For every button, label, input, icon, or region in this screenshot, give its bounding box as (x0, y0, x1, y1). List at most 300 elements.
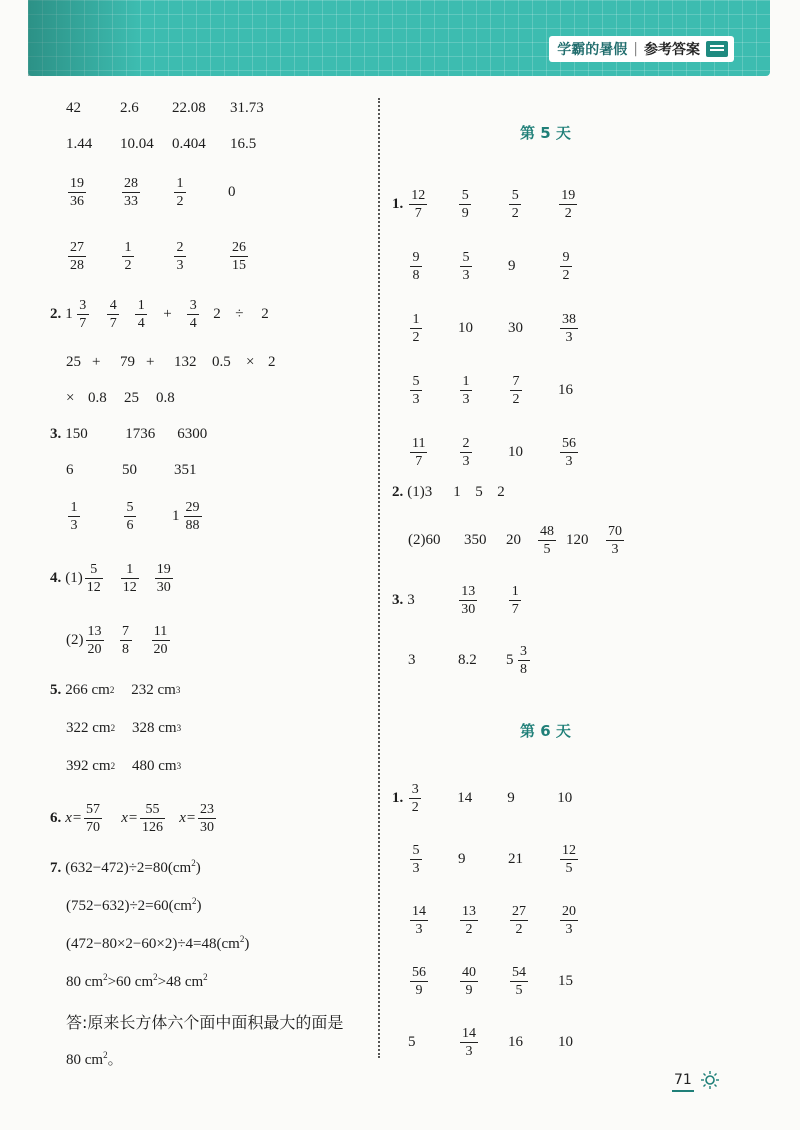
numerator: 19 (561, 187, 576, 203)
cell (507, 187, 557, 222)
cell (118, 623, 150, 658)
comparison: 80 cm (66, 974, 104, 990)
denominator: 30 (200, 819, 215, 835)
fraction (509, 187, 521, 222)
fraction (410, 842, 422, 877)
numerator: 29 (185, 499, 200, 515)
q4-row-2 (66, 614, 180, 666)
answer-value: 2 (497, 483, 505, 500)
cell (228, 239, 288, 274)
cell (408, 842, 458, 877)
answer-value: 351 (174, 461, 197, 478)
answer-value: 20 (506, 531, 521, 548)
numerator: 12 (562, 842, 576, 858)
part-label: (2) (66, 631, 84, 648)
q3-row-2 (66, 444, 224, 496)
cell (458, 851, 508, 868)
numerator: 1 (124, 239, 132, 255)
cell (172, 175, 228, 210)
numerator: 2 (462, 435, 470, 451)
cell (185, 297, 213, 332)
whole: 1 (65, 305, 73, 322)
denominator: 12 (122, 579, 137, 595)
q7-answer-line-1: 答:原来长方体六个面中面积最大的面是 (66, 1013, 344, 1032)
question-number: 2. (50, 305, 62, 322)
exponent: 3 (176, 761, 182, 771)
numerator: 1 (126, 561, 134, 577)
day5-q2-row-1 (392, 466, 517, 518)
denominator: 4 (137, 315, 145, 331)
fraction (121, 561, 139, 596)
denominator: 8 (520, 661, 527, 677)
denominator: 12 (86, 579, 101, 595)
fraction (460, 249, 472, 284)
denominator: 28 (70, 257, 84, 273)
fraction (606, 523, 624, 558)
cell (120, 100, 172, 117)
cell (174, 354, 212, 371)
fraction (460, 373, 472, 408)
fraction (560, 311, 578, 346)
cell (261, 306, 281, 323)
whole: 1 (172, 507, 180, 524)
fraction (152, 623, 170, 658)
variable: x= (179, 809, 197, 826)
part-label: (2)60 (408, 531, 441, 548)
fraction (410, 373, 422, 408)
paren: ) (195, 860, 201, 876)
header-separator: | (633, 41, 638, 57)
fraction (510, 964, 528, 999)
cell (506, 643, 546, 678)
denominator: 2 (465, 921, 473, 937)
cell (150, 623, 180, 658)
fraction (184, 499, 202, 534)
cell (457, 790, 507, 807)
answer-value: 6 (66, 461, 74, 478)
exponent: 2 (103, 1050, 108, 1060)
day5-q1-row (408, 302, 608, 354)
denominator: 8 (412, 267, 420, 283)
cell (177, 426, 227, 443)
denominator: 2 (564, 205, 572, 221)
exponent: 2 (153, 972, 158, 982)
cell (66, 462, 122, 479)
cell (246, 354, 268, 371)
fraction (68, 499, 80, 534)
denominator: 2 (411, 799, 419, 815)
exponent: 2 (239, 934, 245, 944)
numerator: 27 (70, 239, 84, 255)
unit-value (131, 682, 201, 699)
equation (179, 801, 235, 836)
answer-value: 16 (558, 381, 573, 398)
cell (66, 100, 120, 117)
cell (407, 187, 457, 222)
cell (156, 390, 186, 407)
answer-value: 2 (261, 305, 269, 322)
fraction (560, 435, 578, 470)
cell (120, 239, 172, 274)
cell (146, 354, 174, 371)
answer-value: ÷ (235, 305, 244, 322)
cell (122, 499, 172, 534)
q3-row-3 (66, 490, 222, 542)
denominator: 20 (87, 641, 102, 657)
cell (212, 354, 246, 371)
denominator: 2 (176, 193, 184, 209)
cell (508, 258, 558, 275)
value: 322 cm (66, 719, 111, 736)
cell (458, 903, 508, 938)
fraction (460, 964, 478, 999)
cell (122, 462, 174, 479)
answer-value: 2 (268, 353, 276, 370)
unit-value (65, 682, 131, 699)
answer-value: 5 (408, 1033, 416, 1050)
equation: (472−80×2−60×2)÷4=48(cm (66, 936, 240, 952)
denominator: 2 (511, 205, 519, 221)
denominator: 9 (415, 982, 423, 998)
fraction (135, 297, 147, 332)
fraction (460, 903, 478, 938)
numerator: 5 (462, 249, 470, 265)
q7-answer-line-2 (66, 1048, 123, 1069)
unit-value (132, 758, 202, 775)
fraction (460, 1025, 478, 1060)
denominator: 36 (70, 193, 84, 209)
answer-value: 132 (174, 353, 197, 370)
answer-value: 31.73 (230, 99, 264, 116)
denominator: 126 (142, 819, 164, 835)
numerator: 7 (122, 623, 129, 639)
cell (153, 561, 183, 596)
page-header-band (28, 0, 770, 76)
fraction (107, 297, 119, 332)
numerator: 38 (562, 311, 576, 327)
cell (84, 623, 118, 658)
numerator: 11 (412, 435, 426, 451)
numerator: 3 (189, 297, 197, 313)
fraction (122, 239, 134, 274)
q7-line-2 (66, 896, 201, 915)
cell (408, 373, 458, 408)
numerator: 19 (156, 561, 171, 577)
cell (507, 583, 547, 618)
fraction (518, 643, 530, 678)
part-label: (1)3 (407, 483, 433, 500)
numerator: 7 (512, 373, 520, 389)
cell (230, 136, 290, 153)
answer-value: 1736 (125, 425, 156, 442)
day6-q1-row (392, 772, 607, 824)
answer-value: 2.6 (120, 99, 139, 116)
question-number: 3. (392, 591, 404, 608)
denominator: 3 (462, 267, 470, 283)
denominator: 5 (515, 982, 523, 998)
question-number: 1. (392, 195, 404, 212)
cell (458, 1025, 508, 1060)
numerator: 5 (412, 842, 420, 858)
book-icon (706, 41, 728, 57)
header-tag (549, 36, 734, 62)
numerator: 13 (461, 583, 476, 599)
numerator: 5 (461, 187, 469, 203)
fraction (459, 187, 471, 222)
denominator: 30 (461, 601, 476, 617)
cell (172, 239, 228, 274)
denominator: 3 (565, 453, 573, 469)
cell (105, 297, 133, 332)
cell (163, 306, 185, 323)
day5-q1-row (408, 364, 608, 416)
cell (458, 435, 508, 470)
denominator: 20 (153, 641, 168, 657)
numerator: 27 (512, 903, 526, 919)
equation (65, 801, 121, 836)
fraction (84, 801, 102, 836)
unit-value (66, 758, 132, 775)
answer-value: 0 (228, 183, 236, 200)
denominator: 88 (185, 517, 200, 533)
denominator: 3 (415, 921, 423, 937)
answer-value: 3 (407, 591, 415, 608)
denominator: 9 (461, 205, 469, 221)
cell (558, 382, 608, 399)
cell (508, 320, 558, 337)
mixed-number (65, 297, 91, 332)
fraction (198, 801, 216, 836)
denominator: 9 (465, 982, 473, 998)
header-title: 学霸的暑假 (557, 42, 628, 58)
answer-row (66, 166, 288, 218)
answer-value: 79 (120, 353, 135, 370)
denominator: 2 (562, 267, 570, 283)
day-6-title: 第 6 天 (520, 722, 571, 740)
cell (230, 100, 290, 117)
denominator: 70 (86, 819, 101, 835)
answer-value: 1 (453, 483, 461, 500)
denominator: 3 (465, 1043, 473, 1059)
cell (536, 523, 566, 558)
denominator: 3 (176, 257, 184, 273)
column-divider (378, 98, 380, 1058)
answer-value: 10 (558, 1033, 573, 1050)
cell (174, 462, 224, 479)
value: 480 cm (132, 757, 177, 774)
cell (458, 249, 508, 284)
cell (213, 306, 235, 323)
fraction (410, 903, 428, 938)
numerator: 3 (411, 781, 419, 797)
numerator: 26 (232, 239, 246, 255)
exponent: 2 (110, 761, 116, 771)
answer-row (66, 230, 288, 282)
answer-value: 0.8 (156, 389, 175, 406)
cell (458, 373, 508, 408)
answer-value: 3 (408, 651, 416, 668)
cell (508, 444, 558, 461)
numerator: 23 (200, 801, 215, 817)
numerator: 56 (562, 435, 576, 451)
answer-value: × (246, 353, 255, 370)
cell (558, 973, 608, 990)
answer-value: 150 (65, 425, 88, 442)
numerator: 3 (79, 297, 87, 313)
variable: x= (121, 809, 139, 826)
fraction (68, 175, 86, 210)
cell (508, 964, 558, 999)
answer-value: 350 (464, 531, 487, 548)
denominator: 3 (611, 541, 619, 557)
fraction (509, 583, 521, 618)
numerator: 1 (137, 297, 145, 313)
numerator: 55 (145, 801, 160, 817)
fraction (230, 239, 248, 274)
value: 266 cm (65, 681, 110, 698)
cell (506, 532, 536, 549)
cell (235, 306, 261, 323)
question-number: 4. (50, 569, 62, 586)
fraction (410, 311, 422, 346)
denominator: 30 (156, 579, 171, 595)
answer-value: 16 (508, 1033, 523, 1050)
fraction (120, 623, 132, 658)
unit-value (132, 720, 202, 737)
cell (475, 484, 497, 501)
fraction (510, 903, 528, 938)
numerator: 3 (520, 643, 527, 659)
cell (407, 592, 457, 609)
part-label: (1) (65, 569, 83, 586)
cell (558, 311, 608, 346)
cell (508, 903, 558, 938)
day-5-title: 第 5 天 (520, 124, 571, 142)
value: 80 cm (66, 1052, 104, 1068)
q7-line-1 (50, 858, 201, 877)
answer-value: 8.2 (458, 651, 477, 668)
equation: (632−472)÷2=80(cm (65, 860, 192, 876)
q2-row-1 (50, 288, 281, 340)
fraction (187, 297, 199, 332)
exponent: 2 (191, 896, 197, 906)
cell (558, 1034, 608, 1051)
answer-value: 10 (458, 319, 473, 336)
cell (66, 390, 88, 407)
fraction (85, 561, 103, 596)
fraction (410, 435, 427, 470)
numerator: 1 (70, 499, 78, 515)
cell (558, 435, 608, 470)
numerator: 2 (176, 239, 184, 255)
question-number: 1. (392, 789, 404, 806)
numerator: 4 (109, 297, 117, 313)
numerator: 20 (562, 903, 576, 919)
cell (120, 175, 172, 210)
cell (120, 136, 172, 153)
denominator: 5 (565, 860, 573, 876)
exponent: 2 (191, 858, 196, 868)
header-shade (28, 0, 138, 76)
numerator: 9 (412, 249, 420, 265)
fraction (409, 187, 427, 222)
answer-value: 9 (507, 789, 515, 806)
mixed-number (506, 643, 532, 678)
answer-value: 22.08 (172, 99, 206, 116)
cell (124, 390, 156, 407)
numerator: 13 (462, 903, 476, 919)
numerator: 5 (90, 561, 98, 577)
cell (172, 136, 230, 153)
value: 328 cm (132, 719, 177, 736)
numerator: 19 (70, 175, 84, 191)
cell (66, 499, 122, 534)
cell (457, 583, 507, 618)
cell (119, 561, 153, 596)
cell (407, 781, 457, 816)
answer-value: 0.8 (88, 389, 107, 406)
denominator: 3 (462, 453, 470, 469)
cell (125, 426, 177, 443)
fraction (538, 523, 556, 558)
fraction (174, 175, 186, 210)
q7-line-4 (66, 972, 208, 991)
answer-value: 6300 (177, 425, 208, 442)
cell (66, 239, 120, 274)
fraction (86, 623, 104, 658)
paren: ) (196, 898, 202, 914)
cell (268, 354, 288, 371)
numerator: 11 (153, 623, 168, 639)
numerator: 57 (86, 801, 101, 817)
fraction (140, 801, 165, 836)
fraction (459, 583, 477, 618)
fraction (560, 903, 578, 938)
cell (507, 790, 557, 807)
cell (408, 1034, 458, 1051)
unit-value (66, 720, 132, 737)
q7-line-3 (66, 934, 249, 953)
cell (65, 297, 105, 332)
numerator: 12 (411, 187, 426, 203)
cell (508, 1034, 558, 1051)
whole: 5 (506, 651, 514, 668)
fraction (77, 297, 89, 332)
denominator: 2 (124, 257, 132, 273)
answer-value: 9 (458, 850, 466, 867)
numerator: 1 (412, 311, 420, 327)
cell (458, 320, 508, 337)
denominator: 33 (124, 193, 138, 209)
cell (228, 184, 288, 201)
denominator: 2 (412, 329, 420, 345)
answer-value: 25 (66, 353, 81, 370)
numerator: 48 (540, 523, 554, 539)
cell (66, 175, 120, 210)
cell (604, 523, 634, 558)
fraction (122, 175, 140, 210)
answer-value: 15 (558, 972, 573, 989)
cell (408, 435, 458, 470)
cell (133, 297, 163, 332)
cell (408, 903, 458, 938)
day6-q1-row (408, 894, 608, 946)
value: 232 cm (131, 681, 176, 698)
denominator: 15 (232, 257, 246, 273)
fraction (410, 249, 422, 284)
numerator: 5 (126, 499, 134, 515)
cell (408, 964, 458, 999)
